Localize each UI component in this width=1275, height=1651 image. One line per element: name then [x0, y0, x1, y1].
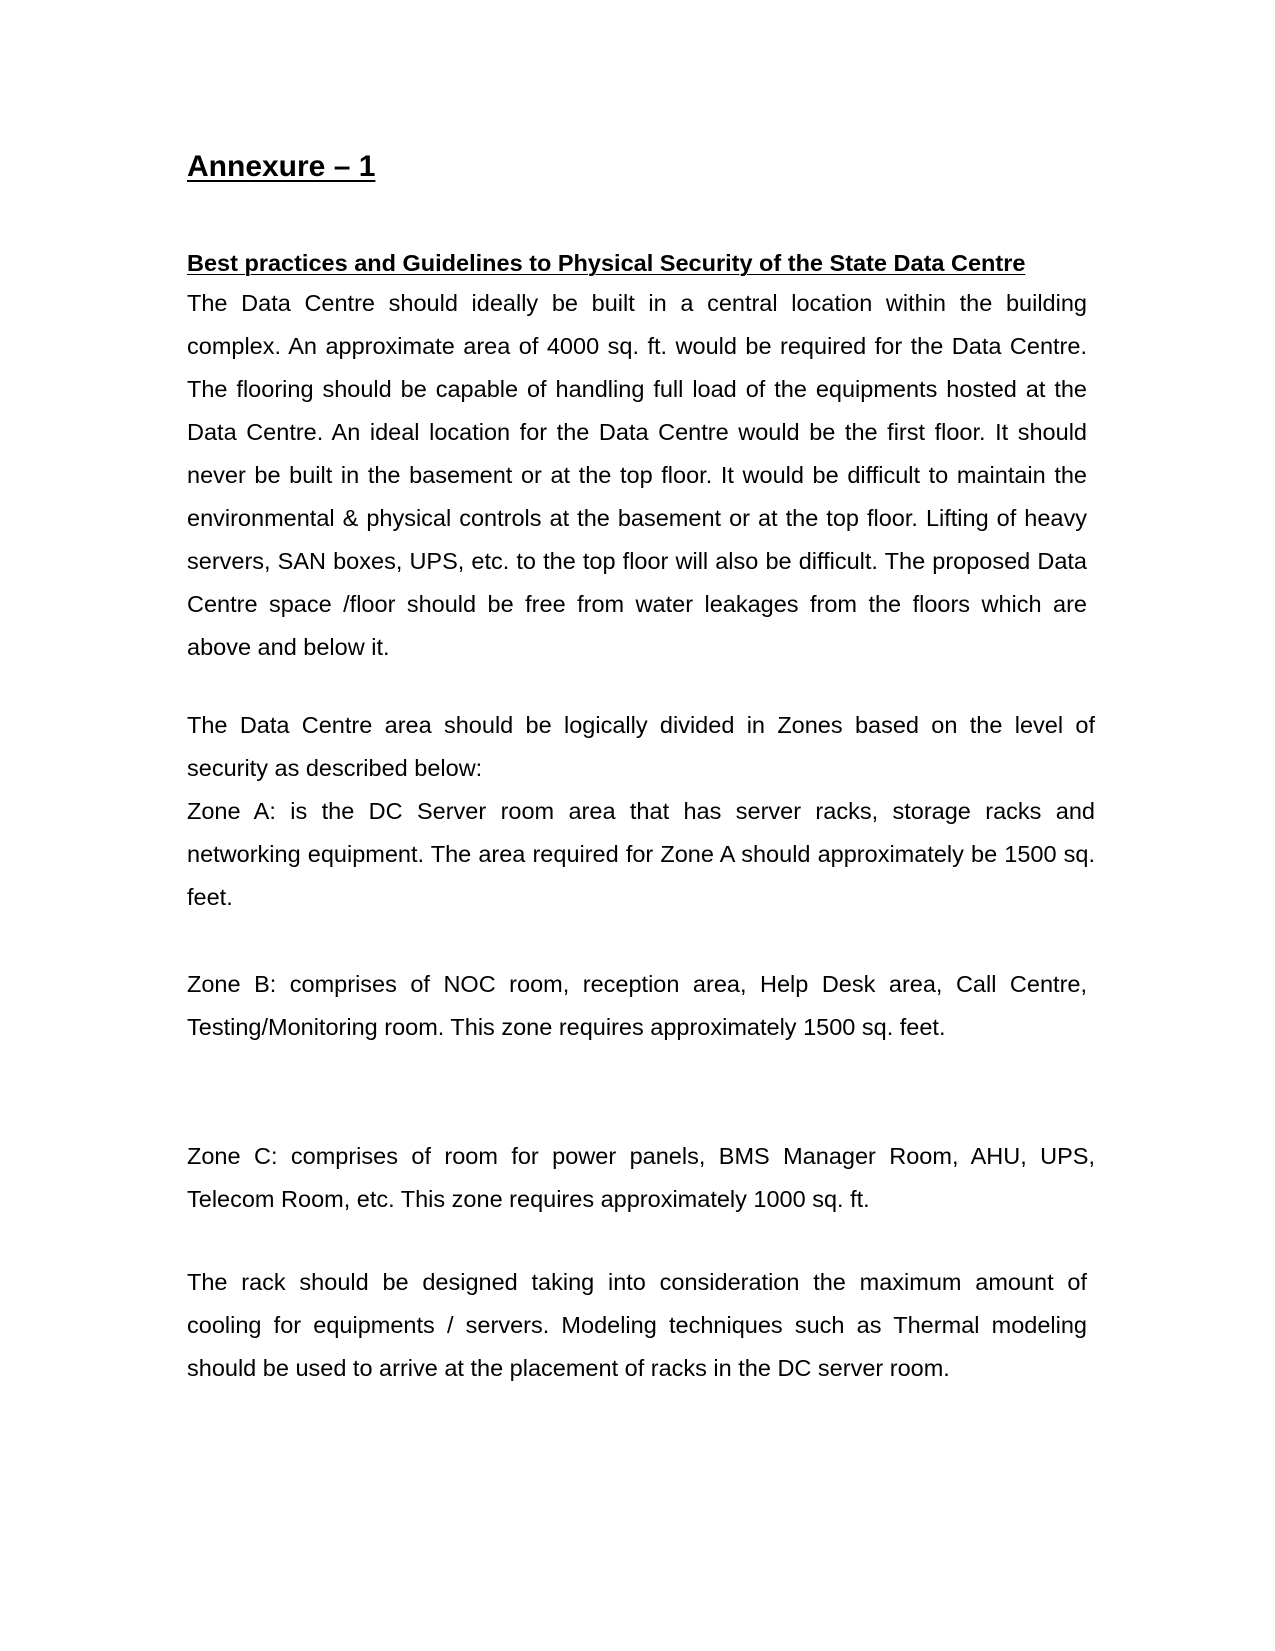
paragraph-zones-intro: The Data Centre area should be logically divided in Zones based on the level of security as described below:: [187, 712, 1095, 781]
paragraph-zone-b: Zone B: comprises of NOC room, reception area, Help Desk area, Call Centre, Testing/Monitoring room. This zone requires approximately 1500 sq. feet.: [187, 971, 1087, 1040]
paragraph-zone-c: Zone C: comprises of room for power panels, BMS Manager Room, AHU, UPS, Telecom Room, etc. This zone requires approximately 1000 sq. ft.: [187, 1143, 1095, 1212]
paragraph-zone-a: Zone A: is the DC Server room area that has server racks, storage racks and networking equipment. The area required for Zone A should approximately be 1500 sq. feet.: [187, 798, 1095, 910]
annexure-title: Annexure – 1: [187, 150, 376, 183]
section-heading: Best practices and Guidelines to Physical Security of the State Data Centre: [187, 250, 1026, 276]
paragraph-location: The Data Centre should ideally be built in a central location within the building complex. An approximate area of 4000 sq. ft. would be required for the Data Centre. The flooring should be capable of handling full load of the equipments hosted at the Data Centre. An ideal location for the Data Centre would be the first floor. It should never be built in the basement or at the top floor. It would be difficult to maintain the environmental & physical controls at the basement or at the top floor. Lifting of heavy servers, SAN boxes, UPS, etc. to the top floor will also be difficult. The proposed Data Centre space /floor should be free from water leakages from the floors which are above and below it.: [187, 290, 1087, 660]
paragraph-rack-design: The rack should be designed taking into consideration the maximum amount of cooling for equipments / servers. Modeling techniques such as Thermal modeling should be used to arrive at the placement of racks in the DC server room.: [187, 1269, 1087, 1381]
